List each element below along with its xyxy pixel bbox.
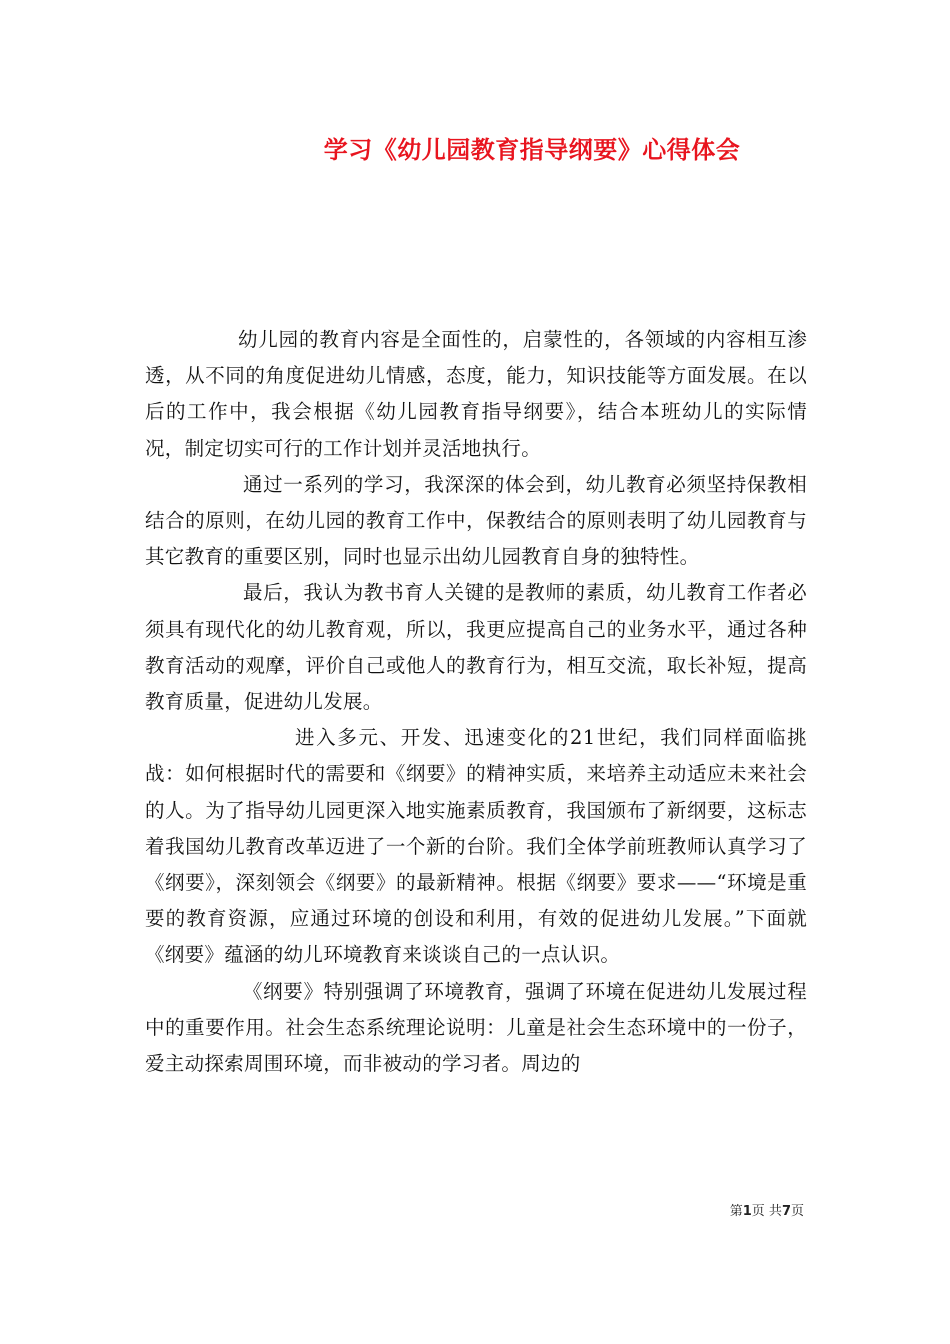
paragraph: 《纲要》特别强调了环境教育，强调了环境在促进幼儿发展过程中的重要作用。社会生态系统理论说明：儿童是社会生态环境中的一份子，爱主动探索周围环境，而非被动的学习者。周边的: [145, 979, 807, 1076]
footer-current-page: 1: [742, 1204, 752, 1219]
footer-suffix: 页: [790, 1204, 804, 1219]
footer-total-pages: 7: [781, 1204, 791, 1219]
paragraph: 通过一系列的学习，我深深的体会到，幼儿教育必须坚持保教相结合的原则，在幼儿园的教育工作中，保教结合的原则表明了幼儿园教育与其它教育的重要区别，同时也显示出幼儿园教育自身的独特性。: [145, 472, 807, 569]
footer-middle: 页 共: [751, 1204, 782, 1219]
page-title: 学习《幼儿园教育指导纲要》心得体会: [323, 136, 741, 164]
paragraph: 幼儿园的教育内容是全面性的，启蒙性的，各领域的内容相互渗透，从不同的角度促进幼儿情感，态度，能力，知识技能等方面发展。在以后的工作中，我会根据《幼儿园教育指导纲要》，结合本班幼儿的实际情况，制定切实可行的工作计划并灵活地执行。: [145, 328, 807, 460]
page-footer: [730, 1202, 804, 1222]
paragraph: 进入多元、开发、迅速变化的21世纪，我们同样面临挑战：如何根据时代的需要和《纲要》的精神实质，来培养主动适应未来社会的人。为了指导幼儿园更深入地实施素质教育，我国颁布了新纲要，这标志着我国幼儿教育改革迈进了一个新的台阶。我们全体学前班教师认真学习了《纲要》，深刻领会《纲要》的最新精神。根据《纲要》要求——“环境是重要的教育资源，应通过环境的创设和利用，有效的促进幼儿发展。”下面就《纲要》蕴涵的幼儿环境教育来谈谈自己的一点认识。: [145, 726, 807, 967]
paragraph: 最后，我认为教书育人关键的是教师的素质，幼儿教育工作者必须具有现代化的幼儿教育观，所以，我更应提高自己的业务水平，通过各种教育活动的观摩，评价自己或他人的教育行为，相互交流，取长补短，提高教育质量，促进幼儿发展。: [145, 581, 807, 714]
footer-prefix: 第: [729, 1204, 743, 1219]
document-body: [145, 322, 807, 1082]
